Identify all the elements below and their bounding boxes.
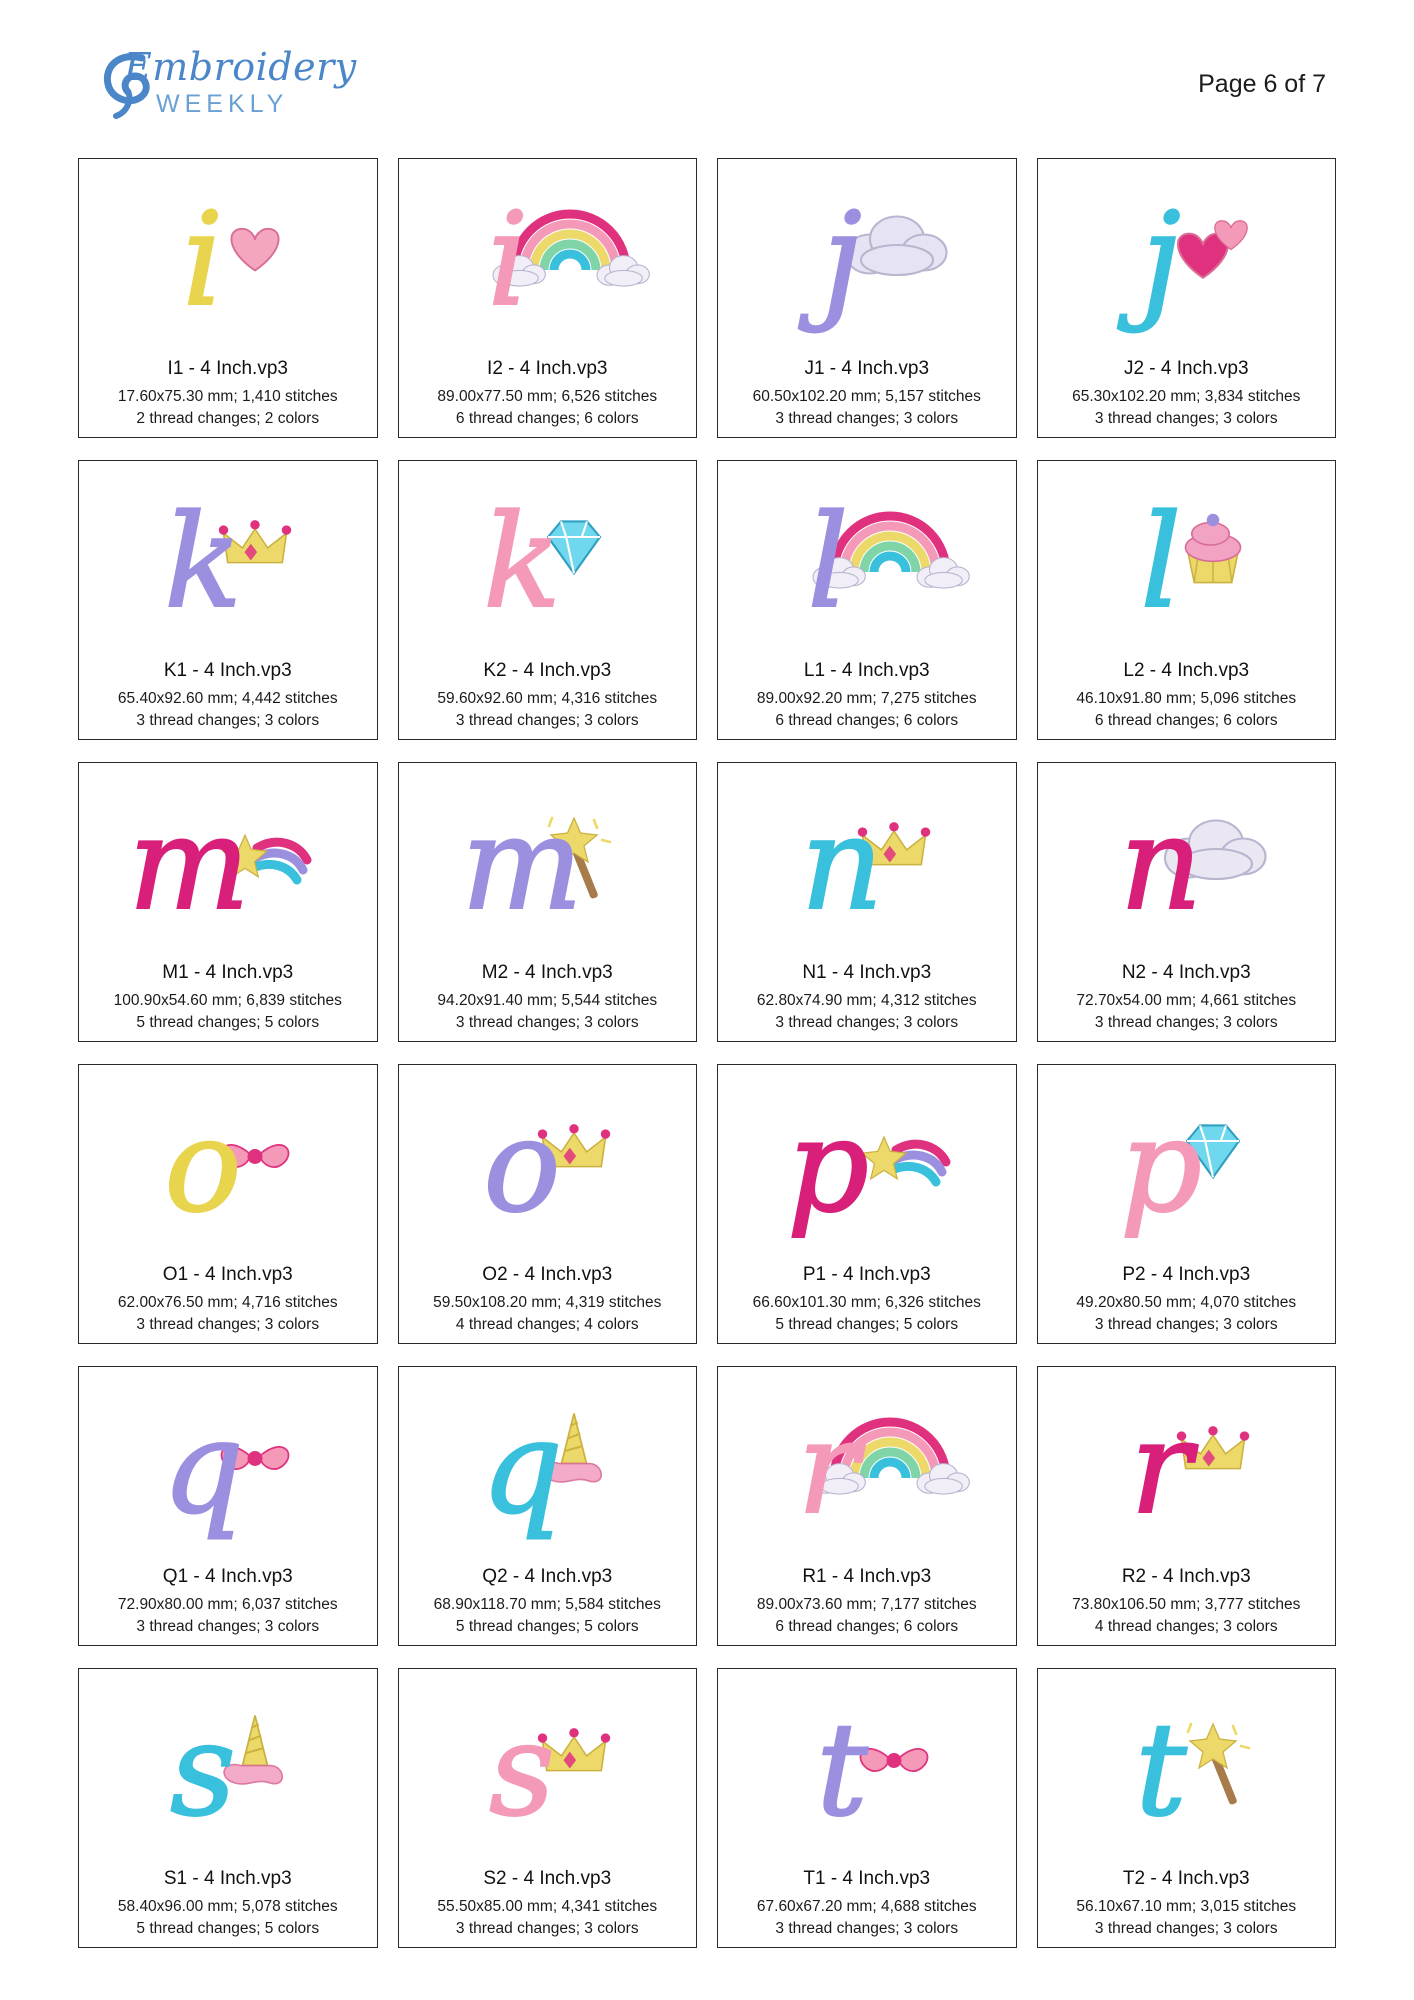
design-dimensions: 73.80x106.50 mm; 3,777 stitches [1072,1596,1301,1614]
design-filename: N1 - 4 Inch.vp3 [802,962,932,984]
svg-text:l: l [807,488,849,638]
design-colors: 5 thread changes; 5 colors [136,1013,320,1031]
design-artwork [1061,1384,1311,1556]
design-meta [1038,359,1336,437]
design-cell[interactable] [78,1668,378,1948]
design-dimensions: 67.60x67.20 mm; 4,688 stitches [756,1898,977,1916]
design-cell[interactable] [717,460,1017,740]
design-artwork [742,1686,992,1858]
svg-text:j: j [1141,186,1182,336]
design-meta [399,661,697,739]
design-dimensions: 56.10x67.10 mm; 3,015 stitches [1076,1898,1297,1916]
design-artwork [1061,478,1311,650]
svg-text:m: m [128,790,250,940]
design-dimensions: 46.10x91.80 mm; 5,096 stitches [1076,690,1297,708]
svg-text:i: i [182,186,224,336]
design-filename: Q2 - 4 Inch.vp3 [482,1566,613,1588]
design-meta [718,1265,1016,1343]
design-meta [399,963,697,1041]
design-colors: 3 thread changes; 3 colors [136,1315,320,1333]
design-cell[interactable] [78,1064,378,1344]
design-dimensions: 89.00x73.60 mm; 7,177 stitches [756,1596,977,1614]
svg-text:t: t [1135,1696,1187,1846]
svg-text:j: j [821,186,862,336]
design-cell[interactable] [1037,1668,1337,1948]
design-cell[interactable] [398,1668,698,1948]
design-colors: 6 thread changes; 6 colors [775,711,959,729]
design-meta [399,359,697,437]
svg-text:o: o [164,1092,242,1242]
design-preview [1038,1367,1336,1567]
design-cell[interactable] [78,158,378,438]
brand-name-sub: WEEKLY [156,90,289,118]
design-meta [79,1265,377,1343]
design-filename: J1 - 4 Inch.vp3 [804,358,930,380]
svg-text:k: k [483,488,562,638]
design-meta [718,1567,1016,1645]
design-artwork [103,780,353,952]
design-dimensions: 66.60x101.30 mm; 6,326 stitches [752,1294,981,1312]
design-cell[interactable] [1037,1366,1337,1646]
design-colors: 3 thread changes; 3 colors [455,1013,639,1031]
design-filename: I1 - 4 Inch.vp3 [167,358,288,380]
design-dimensions: 17.60x75.30 mm; 1,410 stitches [117,388,338,406]
design-colors: 2 thread changes; 2 colors [136,409,320,427]
design-filename: L1 - 4 Inch.vp3 [803,660,930,682]
design-dimensions: 59.60x92.60 mm; 4,316 stitches [437,690,658,708]
design-dimensions: 65.40x92.60 mm; 4,442 stitches [117,690,338,708]
design-colors: 6 thread changes; 6 colors [455,409,639,427]
design-preview [399,1367,697,1567]
svg-text:q: q [481,1394,564,1544]
design-colors: 6 thread changes; 6 colors [1094,711,1278,729]
design-preview [718,1367,1016,1567]
design-dimensions: 58.40x96.00 mm; 5,078 stitches [117,1898,338,1916]
design-preview [79,1065,377,1265]
design-colors: 4 thread changes; 4 colors [455,1315,639,1333]
design-colors: 5 thread changes; 5 colors [136,1919,320,1937]
design-artwork [103,1686,353,1858]
design-preview [718,1669,1016,1869]
design-artwork [103,176,353,348]
design-filename: M2 - 4 Inch.vp3 [481,962,613,984]
design-artwork [103,1082,353,1254]
design-dimensions: 59.50x108.20 mm; 4,319 stitches [433,1294,662,1312]
design-colors: 5 thread changes; 5 colors [775,1315,959,1333]
design-artwork [422,1686,672,1858]
design-colors: 6 thread changes; 6 colors [775,1617,959,1635]
design-cell[interactable] [717,1366,1017,1646]
design-preview [1038,763,1336,963]
svg-text:p: p [1120,1092,1203,1242]
svg-text:m: m [461,790,583,940]
design-preview [79,461,377,661]
design-meta [79,1567,377,1645]
design-filename: K2 - 4 Inch.vp3 [483,660,612,682]
design-cell[interactable] [1037,460,1337,740]
design-cell[interactable] [717,1064,1017,1344]
logo-swirl-icon [98,50,164,122]
design-meta [718,963,1016,1041]
design-colors: 3 thread changes; 3 colors [775,409,959,427]
design-filename: N2 - 4 Inch.vp3 [1121,962,1251,984]
svg-text:r: r [1130,1394,1192,1544]
design-dimensions: 49.20x80.50 mm; 4,070 stitches [1076,1294,1297,1312]
design-artwork [422,1384,672,1556]
design-meta [399,1869,697,1947]
design-cell[interactable] [717,762,1017,1042]
design-filename: P2 - 4 Inch.vp3 [1122,1264,1251,1286]
design-dimensions: 62.80x74.90 mm; 4,312 stitches [756,992,977,1010]
design-meta [399,1567,697,1645]
svg-text:o: o [483,1092,561,1242]
svg-text:l: l [1140,488,1182,638]
design-preview [79,1669,377,1869]
design-meta [79,963,377,1041]
design-colors: 3 thread changes; 3 colors [1094,1315,1278,1333]
design-meta [1038,963,1336,1041]
design-artwork [742,176,992,348]
design-colors: 5 thread changes; 5 colors [455,1617,639,1635]
design-filename: T2 - 4 Inch.vp3 [1122,1868,1250,1890]
design-preview [79,1367,377,1567]
design-filename: I2 - 4 Inch.vp3 [487,358,608,380]
design-meta [79,1869,377,1947]
design-filename: T1 - 4 Inch.vp3 [803,1868,931,1890]
design-filename: J2 - 4 Inch.vp3 [1123,358,1249,380]
design-grid [78,158,1336,1948]
design-artwork [1061,1082,1311,1254]
design-meta [1038,1265,1336,1343]
design-colors: 4 thread changes; 3 colors [1094,1617,1278,1635]
design-filename: L2 - 4 Inch.vp3 [1123,660,1250,682]
design-artwork [742,1384,992,1556]
design-cell[interactable] [78,460,378,740]
design-artwork [422,780,672,952]
design-meta [399,1265,697,1343]
svg-text:q: q [161,1394,244,1544]
design-preview [1038,461,1336,661]
design-artwork [742,478,992,650]
design-dimensions: 94.20x91.40 mm; 5,544 stitches [437,992,658,1010]
design-cell[interactable] [1037,1064,1337,1344]
design-filename: O1 - 4 Inch.vp3 [162,1264,293,1286]
design-preview [718,461,1016,661]
design-colors: 3 thread changes; 3 colors [136,711,320,729]
design-preview [1038,1669,1336,1869]
design-meta [79,661,377,739]
design-cell[interactable] [398,460,698,740]
design-dimensions: 65.30x102.20 mm; 3,834 stitches [1072,388,1301,406]
svg-text:i: i [487,186,529,336]
design-cell[interactable] [398,158,698,438]
design-filename: O2 - 4 Inch.vp3 [482,1264,613,1286]
design-meta [1038,1567,1336,1645]
design-preview [718,1065,1016,1265]
design-cell[interactable] [717,158,1017,438]
svg-text:s: s [489,1696,556,1846]
design-preview [718,159,1016,359]
design-dimensions: 72.90x80.00 mm; 6,037 stitches [117,1596,338,1614]
design-artwork [1061,1686,1311,1858]
design-dimensions: 60.50x102.20 mm; 5,157 stitches [752,388,981,406]
svg-text:r: r [797,1394,859,1544]
svg-text:p: p [786,1092,869,1242]
design-artwork [1061,176,1311,348]
svg-text:n: n [1120,790,1203,940]
design-cell[interactable] [78,762,378,1042]
design-meta [718,1869,1016,1947]
design-colors: 3 thread changes; 3 colors [455,1919,639,1937]
design-preview [1038,159,1336,359]
design-meta [1038,661,1336,739]
design-artwork [1061,780,1311,952]
design-preview [399,763,697,963]
design-colors: 3 thread changes; 3 colors [775,1919,959,1937]
design-artwork [742,780,992,952]
design-cell[interactable] [717,1668,1017,1948]
design-dimensions: 89.00x92.20 mm; 7,275 stitches [756,690,977,708]
design-preview [1038,1065,1336,1265]
design-artwork [103,1384,353,1556]
design-cell[interactable] [398,1064,698,1344]
design-filename: R1 - 4 Inch.vp3 [802,1566,932,1588]
brand-name-script: Embroidery [124,45,357,89]
design-colors: 3 thread changes; 3 colors [136,1617,320,1635]
page-header [78,40,1336,152]
design-dimensions: 62.00x76.50 mm; 4,716 stitches [117,1294,338,1312]
design-artwork [422,1082,672,1254]
design-artwork [422,478,672,650]
design-filename: R2 - 4 Inch.vp3 [1121,1566,1251,1588]
design-colors: 3 thread changes; 3 colors [1094,1013,1278,1031]
design-artwork [103,478,353,650]
design-preview [399,159,697,359]
design-meta [79,359,377,437]
design-cell[interactable] [1037,762,1337,1042]
design-colors: 3 thread changes; 3 colors [1094,409,1278,427]
svg-text:k: k [163,488,242,638]
design-cell[interactable] [398,762,698,1042]
brand-logo [86,45,386,148]
design-preview [79,763,377,963]
design-filename: Q1 - 4 Inch.vp3 [162,1566,293,1588]
design-cell[interactable] [398,1366,698,1646]
design-filename: S2 - 4 Inch.vp3 [483,1868,612,1890]
design-meta [718,661,1016,739]
design-colors: 3 thread changes; 3 colors [455,711,639,729]
design-filename: S1 - 4 Inch.vp3 [163,1868,292,1890]
design-colors: 3 thread changes; 3 colors [1094,1919,1278,1937]
svg-text:t: t [816,1696,868,1846]
design-dimensions: 89.00x77.50 mm; 6,526 stitches [437,388,658,406]
design-preview [399,1669,697,1869]
design-dimensions: 55.50x85.00 mm; 4,341 stitches [437,1898,658,1916]
design-filename: M1 - 4 Inch.vp3 [162,962,294,984]
design-dimensions: 72.70x54.00 mm; 4,661 stitches [1076,992,1297,1010]
design-dimensions: 68.90x118.70 mm; 5,584 stitches [433,1596,661,1614]
design-meta [718,359,1016,437]
design-colors: 3 thread changes; 3 colors [775,1013,959,1031]
design-preview [399,1065,697,1265]
design-artwork [422,176,672,348]
design-filename: P1 - 4 Inch.vp3 [802,1264,931,1286]
svg-text:n: n [800,790,883,940]
design-preview [718,763,1016,963]
design-artwork [742,1082,992,1254]
design-meta [1038,1869,1336,1947]
design-preview [79,159,377,359]
svg-text:s: s [169,1696,236,1846]
design-filename: K1 - 4 Inch.vp3 [163,660,292,682]
design-dimensions: 100.90x54.60 mm; 6,839 stitches [113,992,342,1010]
design-cell[interactable] [1037,158,1337,438]
page-number-label: Page 6 of 7 [1198,70,1326,98]
design-cell[interactable] [78,1366,378,1646]
design-preview [399,461,697,661]
